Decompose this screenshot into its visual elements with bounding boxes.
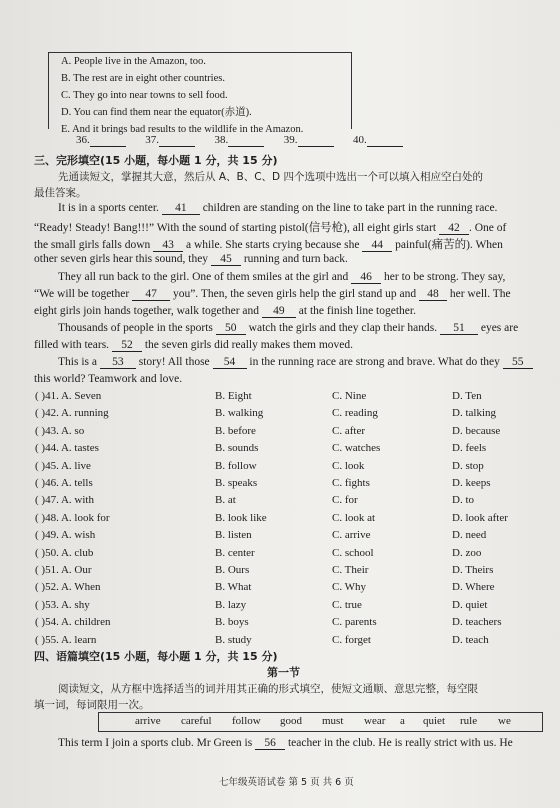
question-stem: ( )53. A. shy	[35, 598, 90, 611]
option-c: C. look at	[332, 511, 376, 524]
passage-line: filled with tears. 52 the seven girls did really makes them moved.	[34, 339, 354, 351]
section4-subtitle: 第一节	[267, 666, 300, 679]
section4-instruction-2: 填一词，每词限用一次。	[34, 699, 150, 711]
option-b: B. look like	[215, 511, 267, 524]
option-c: C. They go into near towns to sell food.	[61, 90, 228, 101]
word: follow	[232, 715, 261, 727]
option-d: D. need	[452, 529, 487, 542]
blank-label: 36.	[76, 134, 90, 146]
passage-line: They all run back to the girl. One of them smiles at the girl and 46 her to be strong. They say,	[58, 271, 506, 283]
word: good	[280, 715, 302, 727]
question-stem: ( )50. A. club	[35, 546, 94, 559]
option-d: D. zoo	[452, 546, 482, 559]
question-stem: ( )51. A. Our	[35, 564, 92, 576]
option-d: D. keeps	[452, 477, 491, 489]
question-row	[35, 390, 555, 406]
passage-line: “We will be together 47 you”. Then, the seven girls help the girl stand up and 48 her well. The	[34, 288, 511, 300]
option-d: D. feels	[452, 442, 487, 455]
answer-blanks	[76, 134, 403, 147]
blank-label: 37.	[145, 134, 159, 146]
blank-label: 38.	[214, 134, 229, 146]
option-d: D. because	[452, 424, 501, 437]
word-box	[98, 712, 543, 732]
option-c: C. forget	[332, 633, 371, 646]
question-row	[35, 599, 555, 615]
option-b: B. The rest are in eight other countries.	[61, 73, 225, 84]
option-b: B. study	[215, 633, 252, 646]
passage-line: the small girls falls down 43 a while. She starts crying because she 44 painful(痛苦的). When	[34, 239, 503, 251]
option-c: C. watches	[332, 442, 381, 455]
question-stem: ( )48. A. look for	[35, 511, 110, 524]
word: we	[498, 715, 511, 727]
option-d: D. talking	[452, 407, 496, 420]
option-c: C. for	[332, 494, 358, 507]
option-c: C. parents	[332, 616, 377, 629]
option-b: B. What	[215, 581, 252, 594]
option-c: C. fights	[332, 477, 370, 489]
option-b: B. Ours	[215, 564, 250, 576]
question-row	[35, 477, 555, 493]
question-stem: ( )41. A. Seven	[35, 390, 102, 402]
question-row	[35, 547, 555, 563]
word: rule	[460, 715, 478, 727]
option-d: D. stop	[452, 459, 484, 472]
option-b: B. Eight	[215, 390, 252, 402]
question-row	[35, 407, 555, 423]
option-c: C. school	[332, 546, 374, 559]
question-row	[35, 460, 555, 476]
question-row	[35, 442, 555, 458]
question-row	[35, 581, 555, 597]
question-stem: ( )54. A. children	[35, 616, 111, 629]
word: careful	[181, 715, 212, 727]
option-c: C. arrive	[332, 529, 371, 542]
question-stem: ( )43. A. so	[35, 424, 85, 437]
passage-line: It is in a sports center. 41 children are standing on the line to take part in the running race.	[58, 202, 498, 214]
word: wear	[364, 715, 386, 727]
option-b: B. follow	[215, 459, 257, 472]
question-stem: ( )42. A. running	[35, 407, 109, 420]
option-b: B. before	[215, 424, 256, 437]
word: arrive	[135, 715, 161, 727]
option-b: B. boys	[215, 616, 249, 629]
option-b: B. speaks	[215, 477, 258, 489]
option-d: D. look after	[452, 511, 508, 524]
option-d: D. teach	[452, 633, 489, 646]
passage-line: this world? Teamwork and love.	[34, 373, 183, 385]
option-d: D. Ten	[452, 390, 482, 402]
option-c: C. Why	[332, 581, 367, 594]
option-b: B. sounds	[215, 442, 259, 455]
word: quiet	[423, 715, 445, 727]
passage-line: other seven girls hear this sound, they 45 running and turn back.	[34, 253, 348, 265]
word: must	[322, 715, 344, 727]
passage-line: “Ready! Steady! Bang!!!” With the sound of starting pistol(信号枪), all eight girls start 42 . One of	[34, 222, 507, 234]
question-stem: ( )45. A. live	[35, 459, 91, 472]
section3-instruction: 先通读短文，掌握其大意，然后从 A、B、C、D 四个选项中选出一个可以填入相应空白处的	[58, 171, 483, 183]
passage-line: This term I join a sports club. Mr Green is 56 teacher in the club. He is really strict with us. He	[58, 737, 513, 749]
section3-instruction-2: 最佳答案。	[34, 187, 87, 199]
options-box	[48, 52, 352, 135]
section4-instruction: 阅读短文，从方框中选择适当的词并用其正确的形式填空，使短文通顺、意思完整，每空限	[58, 683, 478, 695]
page-footer: 七年级英语试卷 第 5 页 共 6 页	[219, 777, 354, 788]
option-d: D. Theirs	[452, 564, 494, 576]
option-d: D. teachers	[452, 616, 502, 629]
option-b: B. at	[215, 494, 236, 507]
question-row	[35, 425, 555, 441]
section3-title: 三、完形填空(15 小题，每小题 1 分，共 15 分)	[34, 154, 278, 167]
blank-label: 40.	[353, 134, 367, 146]
word: a	[400, 715, 405, 727]
section4-title: 四、语篇填空(15 小题，每小题 1 分，共 15 分)	[34, 650, 278, 663]
option-b: B. lazy	[215, 598, 247, 611]
question-stem: ( )46. A. tells	[35, 477, 93, 489]
option-d: D. Where	[452, 581, 495, 594]
option-d: D. quiet	[452, 598, 488, 611]
passage-line: This is a 53 story! All those 54 in the running race are strong and brave. What do they 55	[58, 356, 533, 369]
passage-line: Thousands of people in the sports 50 watch the girls and they clap their hands. 51 eyes are	[58, 322, 519, 334]
option-d: D. You can find them near the equator(赤道).	[61, 107, 252, 118]
question-row	[35, 529, 555, 545]
option-c: C. Nine	[332, 390, 367, 402]
option-b: B. center	[215, 546, 255, 559]
question-row	[35, 564, 555, 580]
option-a: A. People live in the Amazon, too.	[61, 56, 206, 67]
question-stem: ( )52. A. When	[35, 581, 101, 594]
option-b: B. listen	[215, 529, 252, 542]
question-stem: ( )55. A. learn	[35, 633, 97, 646]
option-c: C. true	[332, 598, 362, 611]
question-stem: ( )47. A. with	[35, 494, 94, 507]
blank-label: 39.	[283, 134, 298, 146]
option-c: C. reading	[332, 407, 378, 420]
option-c: C. look	[332, 459, 365, 472]
option-e: E. And it brings bad results to the wildlife in the Amazon.	[61, 124, 304, 135]
question-row	[35, 494, 555, 510]
option-c: C. Their	[332, 564, 369, 576]
question-row	[35, 616, 555, 632]
question-stem: ( )44. A. tastes	[35, 442, 99, 455]
option-c: C. after	[332, 424, 365, 437]
question-row	[35, 512, 555, 528]
passage-line: eight girls join hands together, walk together and 49 at the finish line together.	[34, 305, 416, 317]
question-stem: ( )49. A. wish	[35, 529, 96, 542]
option-d: D. to	[452, 494, 474, 507]
option-b: B. walking	[215, 407, 264, 420]
